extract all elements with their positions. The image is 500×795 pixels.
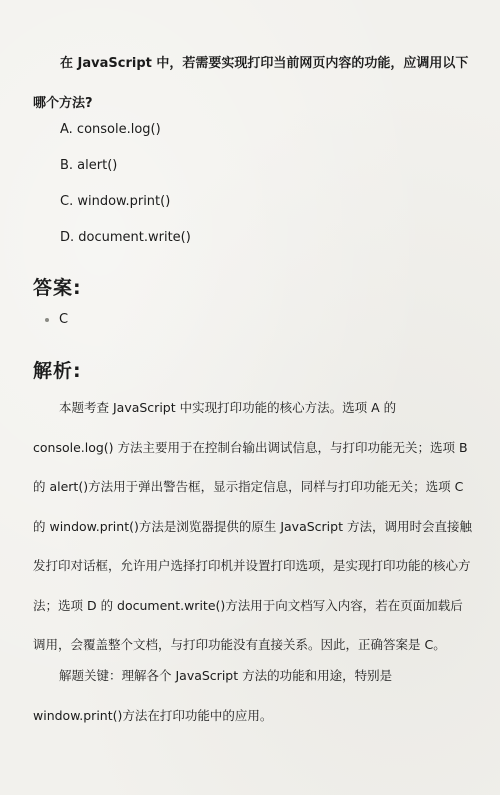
- analysis-key-point: 解题关键：理解各个 JavaScript 方法的功能和用途，特别是 window.print()方法在打印功能中的应用。: [33, 668, 393, 723]
- analysis-heading: 解析:: [33, 360, 82, 382]
- options-list: [60, 112, 191, 256]
- option-b: B. alert(): [60, 158, 118, 173]
- option-c: C. window.print(): [60, 194, 171, 209]
- bullet-dot-icon: [45, 318, 49, 322]
- option-d: D. document.write(): [60, 230, 191, 245]
- analysis-body: 本题考查 JavaScript 中实现打印功能的核心方法。选项 A 的 console.log() 方法主要用于在控制台输出调试信息，与打印功能无关；选项 B 的 alert()方法用于弹出警告框，显示指定信息，同样与打印功能无关；选项 C 的 window.print()方法是浏览器提供的原生 JavaScript 方法，调用时会直接触发打印对话框，允许用户选择打印机并设置打印选项，是实现打印功能的核心方法；选项 D 的 document.write()方法用于向文档写入内容，若在页面加载后调用，会覆盖整个文档，与打印功能没有直接关系。因此，正确答案是 C。: [33, 400, 472, 652]
- option-a: A. console.log(): [60, 122, 161, 137]
- answer-value: C: [59, 312, 69, 327]
- question-text: 在 JavaScript 中，若需要实现打印当前网页内容的功能，应调用以下哪个方法?: [33, 56, 469, 111]
- answer-heading: 答案:: [33, 277, 82, 299]
